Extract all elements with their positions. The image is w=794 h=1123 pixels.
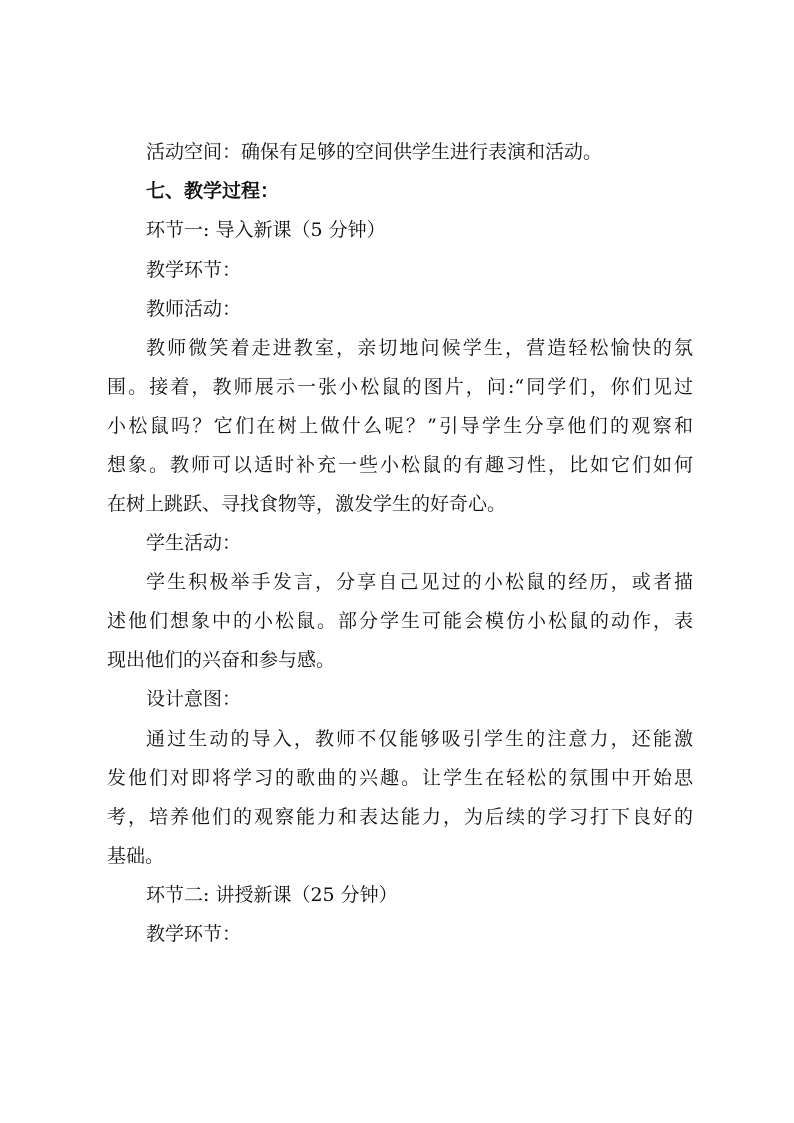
teaching-stage-label: 教学环节： [146,923,242,945]
student-activity-label: 学生活动： [146,532,242,554]
paragraph-line: 教师微笑着走进教室，亲切地问候学生，营造轻松愉快的氛 [146,337,693,359]
section-heading-teaching-process: 七、教学过程： [146,180,280,202]
activity-space-text: 活动空间：确保有足够的空间供学生进行表演和活动。 [146,141,603,163]
paragraph-line: 考，培养他们的观察能力和表达能力，为后续的学习打下良好的 [107,806,693,828]
teaching-stage-label: 教学环节： [146,259,242,281]
paragraph-line: 述他们想象中的小松鼠。部分学生可能会模仿小松鼠的动作，表 [107,610,693,632]
paragraph-line: 小松鼠吗？它们在树上做什么呢？”引导学生分享他们的观察和 [107,415,693,437]
paragraph-line: 围。接着，教师展示一张小松鼠的图片，问:“同学们，你们见过 [107,376,693,398]
design-intent-label: 设计意图： [146,688,242,710]
paragraph-line: 在树上跳跃、寻找食物等，激发学生的好奇心。 [107,493,507,515]
paragraph-line: 学生积极举手发言，分享自己见过的小松鼠的经历，或者描 [146,571,693,593]
teacher-activity-label: 教师活动： [146,298,242,320]
paragraph-line: 想象。教师可以适时补充一些小松鼠的有趣习性，比如它们如何 [107,454,693,476]
stage-two-heading: 环节二: 讲授新课（25 分钟） [146,884,398,906]
paragraph-line: 现出他们的兴奋和参与感。 [107,649,336,671]
paragraph-line: 基础。 [107,845,165,867]
paragraph-line: 通过生动的导入，教师不仅能够吸引学生的注意力，还能激 [146,728,693,750]
stage-one-heading: 环节一: 导入新课（5 分钟） [146,219,386,241]
paragraph-line: 发他们对即将学习的歌曲的兴趣。让学生在轻松的氛围中开始思 [107,767,693,789]
